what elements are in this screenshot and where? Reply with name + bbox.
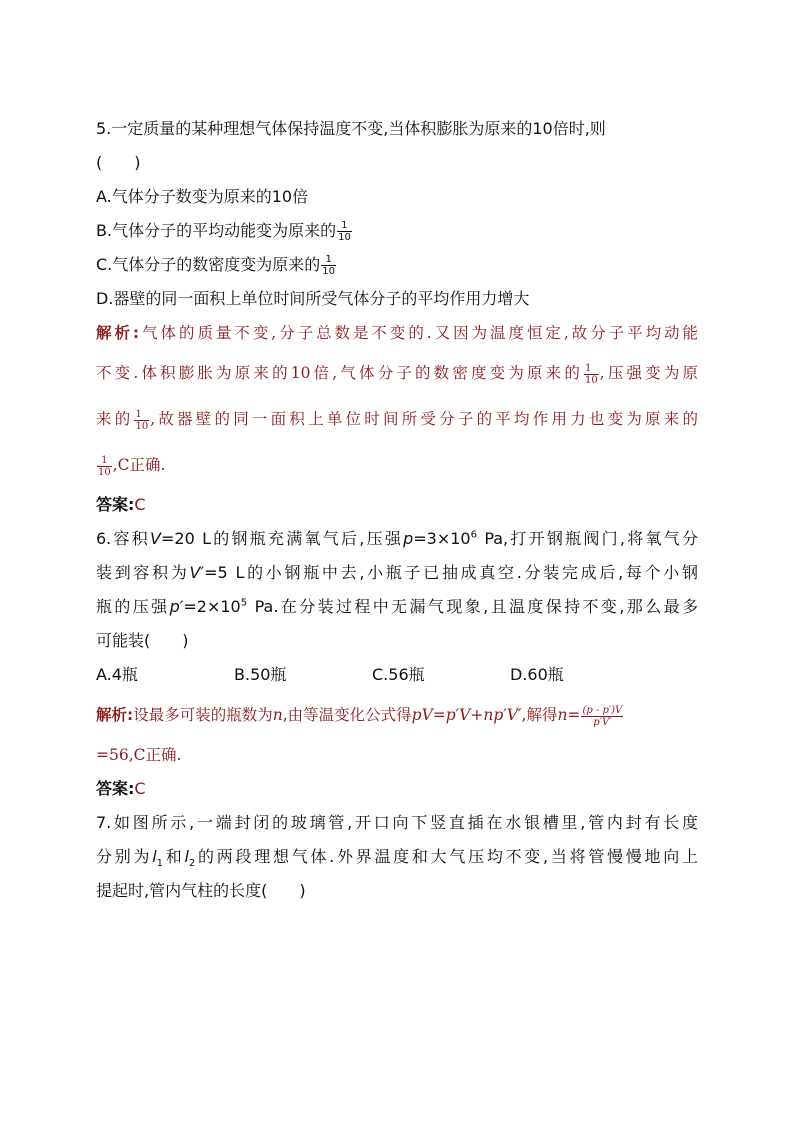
q5-option-c: C.气体分子的数密度变为原来的 $\frac{1}{10}$: [96, 254, 335, 277]
q6-solution-line1: 解析:设最多可装的瓶数为n,由等温变化公式得pV=p′V+np′V′,解得n= $\frac{(p - p')V}{p'V'}$: [96, 704, 623, 728]
q6-solution: [96, 692, 698, 772]
q6-solution-line2: =56,C正确.: [96, 746, 182, 764]
question-6: [96, 522, 698, 692]
q7-stem-line2: 分别为$l_1$和$l_2$的两段理想气体.外界温度和大气压均不变,当将管慢慢地向上: [96, 847, 698, 870]
q7-stem-line3: 提起时,管内气柱的长度( ): [96, 881, 306, 900]
question-5: [96, 112, 698, 316]
fraction: $\frac{1}{10}$: [98, 454, 111, 478]
q6-option-a: A.4瓶: [96, 665, 138, 684]
q5-answer: 答案:C: [96, 495, 146, 514]
fraction: $\frac{(p - p')V}{p'V'}$: [582, 704, 623, 728]
q7-stem-line1: 7.如图所示,一端封闭的玻璃管,开口向下竖直插在水银槽里,管内封有长度: [96, 813, 698, 832]
question-7: [96, 806, 698, 908]
q5-solution-line4: $\frac{1}{10}$ ,C正确.: [98, 454, 166, 478]
q6-option-b: B.50瓶: [234, 665, 287, 684]
q5-solution-line3: 来的 $\frac{1}{10}$ ,故器壁的同一面积上单位时间所受分子的平均作用力也变为原来的: [96, 408, 698, 432]
q6-answer: 答案:C: [96, 779, 146, 798]
q6-option-c: C.56瓶: [372, 665, 425, 684]
fraction: $\frac{1}{10}$: [585, 362, 598, 386]
q5-option-d: D.器壁的同一面积上单位时间所受气体分子的平均作用力增大: [96, 289, 530, 308]
q6-option-d: D.60瓶: [510, 665, 564, 684]
fraction: $\frac{1}{10}$: [338, 220, 351, 243]
q5-option-b: B.气体分子的平均动能变为原来的 $\frac{1}{10}$: [96, 220, 351, 243]
q5-option-a: A.气体分子数变为原来的10倍: [96, 187, 309, 206]
document-body: [96, 112, 698, 908]
q6-stem-line4: 可能装( ): [96, 631, 189, 650]
q6-options: [96, 658, 698, 692]
q6-stem-line2: 装到容积为V′=5 L的小钢瓶中去,小瓶子已抽成真空.分装完成后,每个小钢: [96, 563, 698, 582]
q6-stem-line3: 瓶的压强$p'=2\times 10^5$ Pa.在分装过程中无漏气现象,且温度保持不变,那么最多: [96, 597, 698, 616]
fraction: $\frac{1}{10}$: [322, 254, 335, 277]
fraction: $\frac{1}{10}$: [135, 408, 149, 432]
q5-solution-line2: 不变.体积膨胀为原来的10倍,气体分子的数密度变为原来的 $\frac{1}{10}$ ,压强变为原: [96, 362, 698, 386]
q6-stem-line1: 6.容积V=20 L的钢瓶充满氧气后,压强$p=3\times 10^6$ Pa,打开钢瓶阀门,将氧气分: [96, 529, 698, 548]
q5-stem-line2: ( ): [96, 153, 141, 172]
q5-solution: [96, 316, 698, 488]
q5-solution-line1: 解析:气体的质量不变,分子总数是不变的.又因为温度恒定,故分子平均动能: [96, 324, 698, 342]
q5-stem-line1: 5.一定质量的某种理想气体保持温度不变,当体积膨胀为原来的10倍时,则: [96, 119, 606, 138]
